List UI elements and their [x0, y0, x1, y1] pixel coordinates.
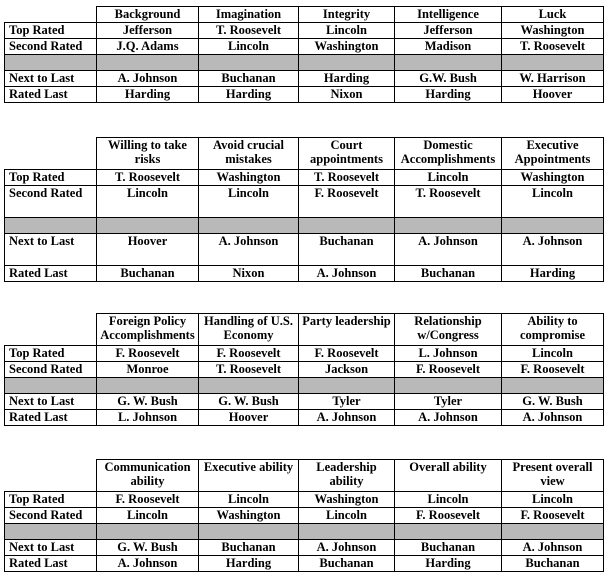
president-cell: Nixon — [199, 266, 299, 282]
separator-cell — [502, 55, 604, 71]
row-label: Next to Last — [5, 394, 97, 410]
president-cell: Buchanan — [299, 556, 395, 572]
president-cell: A. Johnson — [299, 410, 395, 426]
row-label: Next to Last — [5, 540, 97, 556]
president-cell: Madison — [395, 39, 502, 55]
column-header: Background — [97, 7, 199, 23]
column-header: Imagination — [199, 7, 299, 23]
president-cell: Nixon — [299, 87, 395, 103]
separator-cell — [299, 55, 395, 71]
separator-cell — [395, 524, 502, 540]
header-row — [5, 138, 604, 170]
column-header: Executive ability — [199, 460, 299, 492]
president-cell: F. Roosevelt — [97, 346, 199, 362]
president-cell: Buchanan — [199, 540, 299, 556]
president-cell: Buchanan — [502, 556, 604, 572]
president-cell: F. Roosevelt — [502, 362, 604, 378]
president-cell: Lincoln — [97, 508, 199, 524]
separator-cell — [299, 218, 395, 234]
separator-cell — [5, 524, 97, 540]
separator-cell — [5, 55, 97, 71]
president-cell: Monroe — [97, 362, 199, 378]
second-rated-row — [5, 362, 604, 378]
president-cell: J.Q. Adams — [97, 39, 199, 55]
president-cell: F. Roosevelt — [395, 508, 502, 524]
president-cell: Harding — [395, 556, 502, 572]
president-cell: A. Johnson — [199, 234, 299, 266]
president-cell: F. Roosevelt — [502, 508, 604, 524]
president-cell: Buchanan — [395, 540, 502, 556]
president-cell: A. Johnson — [502, 410, 604, 426]
rated-last-row — [5, 556, 604, 572]
separator-cell — [199, 55, 299, 71]
row-label: Rated Last — [5, 556, 97, 572]
president-cell: Lincoln — [97, 186, 199, 218]
separator-cell — [502, 378, 604, 394]
president-cell: F. Roosevelt — [199, 346, 299, 362]
president-cell: F. Roosevelt — [97, 492, 199, 508]
row-label: Second Rated — [5, 508, 97, 524]
president-cell: Hoover — [97, 234, 199, 266]
top-rated-row — [5, 170, 604, 186]
president-cell: Lincoln — [199, 186, 299, 218]
row-label: Rated Last — [5, 266, 97, 282]
president-cell: A. Johnson — [502, 540, 604, 556]
header-row — [5, 314, 604, 346]
second-rated-row — [5, 39, 604, 55]
president-cell: Harding — [299, 71, 395, 87]
row-label: Next to Last — [5, 234, 97, 266]
separator-cell — [502, 218, 604, 234]
separator-cell — [5, 378, 97, 394]
president-cell: Washington — [299, 492, 395, 508]
president-cell: Lincoln — [395, 170, 502, 186]
separator-cell — [199, 218, 299, 234]
second-rated-row — [5, 508, 604, 524]
president-cell: Harding — [502, 266, 604, 282]
corner-cell — [5, 7, 97, 23]
president-cell: A. Johnson — [97, 556, 199, 572]
separator-cell — [97, 55, 199, 71]
president-cell: Hoover — [199, 410, 299, 426]
president-cell: Washington — [502, 23, 604, 39]
rated-last-row — [5, 410, 604, 426]
president-cell: G.W. Bush — [395, 71, 502, 87]
president-cell: Harding — [199, 87, 299, 103]
separator-cell — [199, 378, 299, 394]
separator-cell — [299, 524, 395, 540]
president-cell: A. Johnson — [299, 266, 395, 282]
president-cell: G. W. Bush — [97, 394, 199, 410]
separator-cell — [5, 218, 97, 234]
corner-cell — [5, 138, 97, 170]
column-header: Relationship w/Congress — [395, 314, 502, 346]
president-cell: Lincoln — [395, 492, 502, 508]
column-header: Domestic Accomplishments — [395, 138, 502, 170]
corner-cell — [5, 314, 97, 346]
separator-cell — [502, 524, 604, 540]
header-row — [5, 7, 604, 23]
president-cell: G. W. Bush — [502, 394, 604, 410]
top-rated-row — [5, 23, 604, 39]
president-cell: Lincoln — [299, 508, 395, 524]
president-cell: Harding — [97, 87, 199, 103]
separator-cell — [97, 218, 199, 234]
president-cell: T. Roosevelt — [199, 362, 299, 378]
president-cell: T. Roosevelt — [97, 170, 199, 186]
ranking-table-3 — [4, 313, 604, 426]
president-cell: T. Roosevelt — [502, 39, 604, 55]
president-cell: Jefferson — [395, 23, 502, 39]
column-header: Communication ability — [97, 460, 199, 492]
column-header: Present overall view — [502, 460, 604, 492]
ranking-table-4 — [4, 459, 604, 572]
next-to-last-row — [5, 394, 604, 410]
separator-cell — [395, 218, 502, 234]
president-cell: F. Roosevelt — [299, 186, 395, 218]
separator-row — [5, 55, 604, 71]
column-header: Willing to take risks — [97, 138, 199, 170]
president-cell: A. Johnson — [502, 234, 604, 266]
row-label: Rated Last — [5, 87, 97, 103]
separator-row — [5, 378, 604, 394]
separator-row — [5, 218, 604, 234]
row-label: Top Rated — [5, 492, 97, 508]
row-label: Top Rated — [5, 23, 97, 39]
president-cell: A. Johnson — [299, 540, 395, 556]
second-rated-row — [5, 186, 604, 218]
column-header: Ability to compromise — [502, 314, 604, 346]
president-cell: Lincoln — [502, 346, 604, 362]
president-cell: Washington — [299, 39, 395, 55]
column-header: Overall ability — [395, 460, 502, 492]
rated-last-row — [5, 87, 604, 103]
separator-cell — [97, 378, 199, 394]
president-cell: A. Johnson — [97, 71, 199, 87]
president-cell: F. Roosevelt — [299, 346, 395, 362]
row-label: Top Rated — [5, 346, 97, 362]
row-label: Second Rated — [5, 186, 97, 218]
top-rated-row — [5, 346, 604, 362]
separator-cell — [97, 524, 199, 540]
president-cell: Buchanan — [97, 266, 199, 282]
president-cell: Buchanan — [395, 266, 502, 282]
president-cell: Harding — [199, 556, 299, 572]
president-cell: Hoover — [502, 87, 604, 103]
president-cell: Washington — [199, 508, 299, 524]
president-cell: Washington — [199, 170, 299, 186]
row-label: Second Rated — [5, 39, 97, 55]
president-cell: F. Roosevelt — [395, 362, 502, 378]
column-header: Intelligence — [395, 7, 502, 23]
president-cell: Lincoln — [199, 492, 299, 508]
president-cell: Jackson — [299, 362, 395, 378]
row-label: Rated Last — [5, 410, 97, 426]
president-cell: Washington — [502, 170, 604, 186]
separator-cell — [395, 378, 502, 394]
separator-cell — [395, 55, 502, 71]
column-header: Foreign Policy Accomplishments — [97, 314, 199, 346]
column-header: Integrity — [299, 7, 395, 23]
president-cell: Lincoln — [299, 23, 395, 39]
corner-cell — [5, 460, 97, 492]
next-to-last-row — [5, 234, 604, 266]
header-row — [5, 460, 604, 492]
top-rated-row — [5, 492, 604, 508]
president-cell: G. W. Bush — [97, 540, 199, 556]
separator-cell — [299, 378, 395, 394]
president-cell: Tyler — [395, 394, 502, 410]
president-cell: A. Johnson — [395, 234, 502, 266]
president-cell: Jefferson — [97, 23, 199, 39]
president-cell: Harding — [395, 87, 502, 103]
president-cell: L. Johnson — [97, 410, 199, 426]
president-cell: A. Johnson — [395, 410, 502, 426]
separator-row — [5, 524, 604, 540]
column-header: Luck — [502, 7, 604, 23]
president-cell: Lincoln — [502, 186, 604, 218]
president-cell: T. Roosevelt — [299, 170, 395, 186]
row-label: Second Rated — [5, 362, 97, 378]
president-cell: Buchanan — [199, 71, 299, 87]
column-header: Leadership ability — [299, 460, 395, 492]
row-label: Next to Last — [5, 71, 97, 87]
ranking-table-1 — [4, 6, 604, 103]
next-to-last-row — [5, 71, 604, 87]
column-header: Party leadership — [299, 314, 395, 346]
president-cell: T. Roosevelt — [395, 186, 502, 218]
president-cell: G. W. Bush — [199, 394, 299, 410]
separator-cell — [199, 524, 299, 540]
president-cell: Tyler — [299, 394, 395, 410]
president-cell: T. Roosevelt — [199, 23, 299, 39]
column-header: Handling of U.S. Economy — [199, 314, 299, 346]
column-header: Avoid crucial mistakes — [199, 138, 299, 170]
president-cell: L. Johnson — [395, 346, 502, 362]
rated-last-row — [5, 266, 604, 282]
president-cell: Lincoln — [502, 492, 604, 508]
president-cell: Buchanan — [299, 234, 395, 266]
president-cell: Lincoln — [199, 39, 299, 55]
column-header: Executive Appointments — [502, 138, 604, 170]
next-to-last-row — [5, 540, 604, 556]
column-header: Court appointments — [299, 138, 395, 170]
ranking-table-2 — [4, 137, 604, 282]
president-cell: W. Harrison — [502, 71, 604, 87]
row-label: Top Rated — [5, 170, 97, 186]
